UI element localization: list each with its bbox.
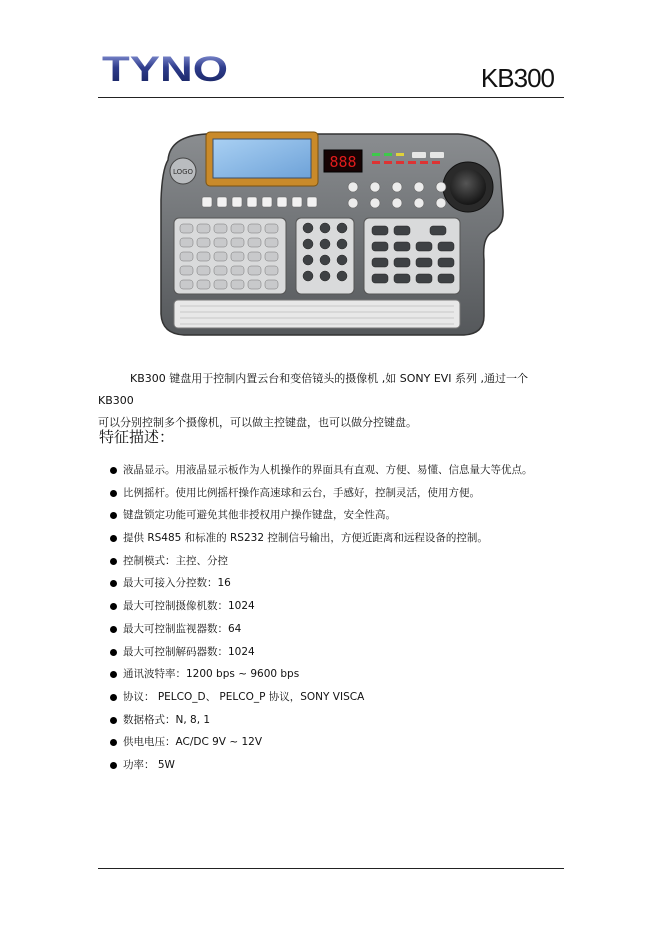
bullet-icon	[110, 717, 117, 724]
list-item	[108, 618, 533, 641]
logo-badge-text: LOGO	[172, 168, 194, 176]
joystick	[450, 169, 486, 205]
bullet-icon	[110, 739, 117, 746]
status-light	[396, 153, 404, 156]
feature-text: 通讯波特率：1200 bps ~ 9600 bps	[123, 668, 300, 681]
status-light	[432, 161, 440, 164]
feature-text: 键盘锁定功能可避免其他非授权用户操作键盘，安全性高。	[123, 509, 396, 522]
bullet-icon	[110, 512, 117, 519]
list-item	[108, 686, 533, 709]
top-key	[412, 152, 426, 158]
feature-text: 液晶显示。用液晶显示板作为人机操作的界面具有直观、方便、易懂、信息量大等优点。	[123, 464, 533, 476]
feature-text: 数据格式：N, 8, 1	[123, 713, 211, 726]
lcd-screen	[213, 139, 311, 178]
feature-text: 协议： PELCO_D、 PELCO_P 协议，SONY VISCA	[123, 690, 365, 703]
status-light	[408, 161, 416, 164]
list-item	[108, 754, 533, 777]
brand-logo	[102, 52, 232, 86]
bullet-icon	[110, 580, 117, 587]
list-item	[108, 663, 533, 686]
feature-text: 提供 RS485 和标准的 RS232 控制信号输出，方便近距离和远程设备的控制。	[123, 532, 488, 545]
top-key	[430, 152, 444, 158]
list-item	[108, 504, 533, 527]
status-light	[372, 161, 380, 164]
feature-text: 最大可控制监视器数：64	[123, 622, 242, 635]
bullet-icon	[110, 649, 117, 656]
status-light	[384, 161, 392, 164]
led-display-digits: 888	[329, 153, 357, 171]
list-item	[108, 595, 533, 618]
list-item	[108, 641, 533, 664]
status-light	[384, 153, 392, 156]
feature-text: 比例摇杆。使用比例摇杆操作高速球和云台，手感好，控制灵活，使用方便。	[123, 486, 480, 499]
status-light	[420, 161, 428, 164]
list-item	[108, 709, 533, 732]
bullet-icon	[110, 558, 117, 565]
bullet-icon	[110, 535, 117, 542]
bullet-icon	[110, 694, 117, 701]
footer-divider	[98, 868, 564, 869]
bullet-icon	[110, 671, 117, 678]
feature-text: 最大可控制摄像机数：1024	[123, 600, 255, 613]
header-divider	[98, 97, 564, 98]
bullet-icon	[110, 626, 117, 633]
feature-text: 控制模式：主控、分控	[123, 554, 228, 567]
feature-text: 最大可控制解码器数：1024	[123, 645, 255, 658]
intro-line-1: KB300 键盘用于控制内置云台和变倍镜头的摄像机 ,如 SONY EVI 系列 ,通过一个 KB300	[98, 372, 529, 407]
bullet-icon	[110, 762, 117, 769]
model-title: KB300	[480, 63, 554, 93]
feature-text: 最大可接入分控数：16	[123, 577, 231, 590]
list-item	[108, 550, 533, 573]
bullet-icon	[110, 603, 117, 610]
keyboard-product-image	[158, 130, 506, 338]
feature-text: 功率： 5W	[123, 758, 175, 771]
intro-line-2: 可以分别控制多个摄像机，可以做主控键盘，也可以做分控键盘。	[98, 416, 417, 429]
list-item	[108, 482, 533, 505]
bullet-icon	[110, 467, 117, 474]
list-item	[108, 731, 533, 754]
status-light	[396, 161, 404, 164]
bullet-icon	[110, 490, 117, 497]
list-item	[108, 459, 533, 482]
section-title: 特征描述：	[99, 428, 175, 446]
brand-logo-text: TYNO	[102, 52, 228, 86]
list-item	[108, 572, 533, 595]
feature-list	[108, 459, 533, 777]
status-light	[372, 153, 380, 156]
feature-text: 供电电压：AC/DC 9V ~ 12V	[123, 736, 263, 749]
intro-paragraph	[98, 368, 566, 434]
list-item	[108, 527, 533, 550]
